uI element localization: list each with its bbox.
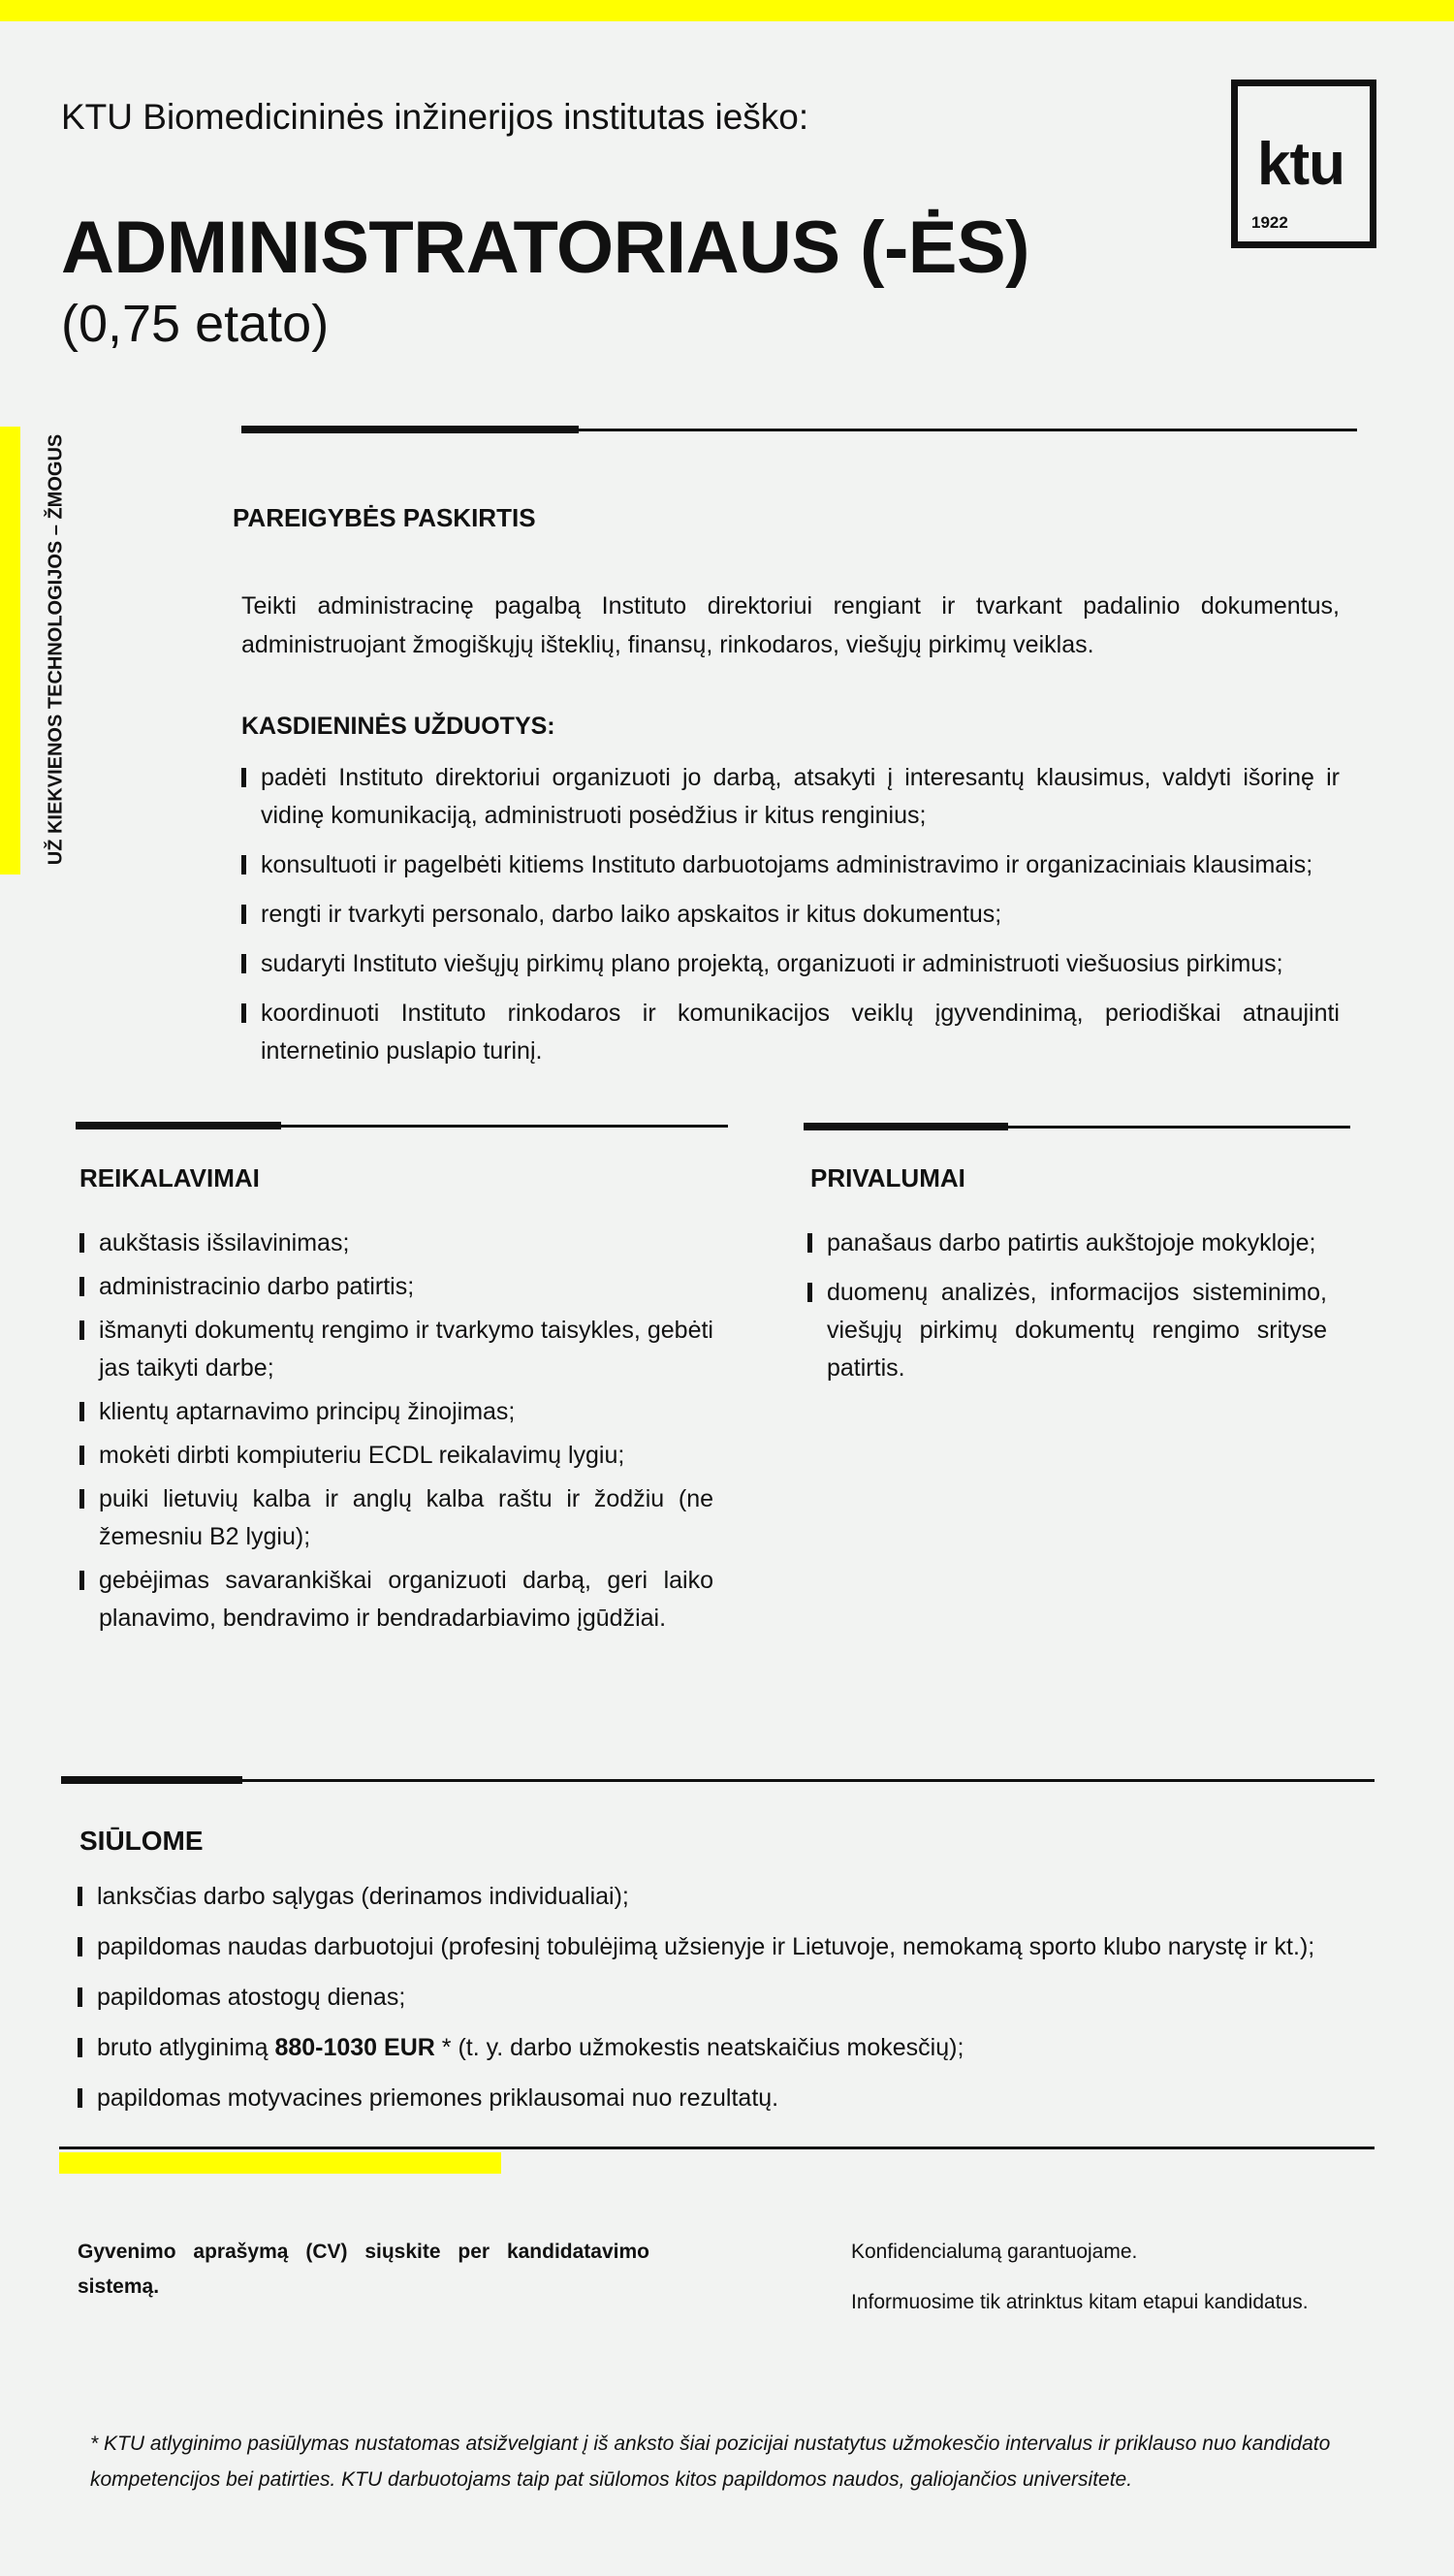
list-item: duomenų analizės, informacijos sisteminimo, viešųjų pirkimų dokumentų rengimo srityse patirtis. (807, 1274, 1327, 1387)
intro-text: KTU Biomedicininės inžinerijos institutas ieško: (61, 97, 809, 137)
divider (76, 1125, 728, 1128)
logo-text: ktu (1257, 131, 1344, 198)
requirements-heading: REIKALAVIMAI (79, 1163, 260, 1193)
salary-prefix: bruto atlyginimą (97, 2034, 275, 2061)
salary-footnote: * KTU atlyginimo pasiūlymas nustatomas atsižvelgiant į iš anksto šiai pozicijai nustatytus užmokesčio intervalus ir priklauso nuo kandidato kompetencijos bei patirties. KTU darbuotojams taip pat siūlomos kitos papildomos naudos, galiojančios universitete. (90, 2433, 1331, 2491)
list-item: panašaus darbo patirtis aukštojoje mokykloje; (807, 1224, 1327, 1262)
salary-amount: 880-1030 EUR (274, 2034, 435, 2061)
list-item: lanksčias darbo sąlygas (derinamos individualiai); (78, 1878, 1367, 1916)
divider (804, 1126, 1350, 1129)
confidentiality-note: Konfidencialumą garantuojame. (851, 2241, 1138, 2263)
page-title: ADMINISTRATORIAUS (-ĖS) (61, 207, 1029, 289)
offer-list (78, 1878, 1367, 2117)
divider (59, 2147, 1375, 2149)
list-item: aukštasis išsilavinimas; (79, 1224, 713, 1262)
ktu-logo (1231, 80, 1376, 248)
list-item: papildomas motyvacines priemones priklausomai nuo rezultatų. (78, 2080, 1367, 2117)
advantages-heading: PRIVALUMAI (810, 1163, 965, 1193)
requirements-list (79, 1224, 713, 1638)
divider (61, 1779, 1375, 1782)
tasks-list (241, 759, 1340, 1070)
list-item: rengti ir tvarkyti personalo, darbo laiko apskaitos ir kitus dokumentus; (241, 896, 1340, 934)
divider (241, 429, 1357, 431)
list-item: sudaryti Instituto viešųjų pirkimų plano projektą, organizuoti ir administruoti viešuosius pirkimus; (241, 945, 1340, 983)
tasks-heading: KASDIENINĖS UŽDUOTYS: (241, 713, 555, 740)
inform-note: Informuosime tik atrinktus kitam etapui kandidatus. (851, 2291, 1309, 2313)
advantages-list (807, 1224, 1327, 1387)
purpose-heading: PAREIGYBĖS PASKIRTIS (233, 503, 536, 532)
list-item: klientų aptarnavimo principų žinojimas; (79, 1393, 713, 1431)
list-item: papildomas naudas darbuotojui (profesinį tobulėjimą užsienyje ir Lietuvoje, nemokamą sporto klubo narystę ir kt.); (78, 1928, 1367, 1966)
fte-text: (0,75 etato) (61, 295, 330, 353)
list-item: padėti Instituto direktoriui organizuoti jo darbą, atsakyti į interesantų klausimus, valdyti išorinę ir vidinę komunikaciją, administruoti posėdžius ir kitus renginius; (241, 759, 1340, 835)
list-item: koordinuoti Instituto rinkodaros ir komunikacijos veiklų įgyvendinimą, periodiškai atnaujinti internetinio puslapio turinį. (241, 995, 1340, 1070)
top-accent-bar (0, 0, 1454, 21)
list-item: gebėjimas savarankiškai organizuoti darbą, geri laiko planavimo, bendravimo ir bendradarbiavimo įgūdžiai. (79, 1562, 713, 1638)
offer-heading: SIŪLOME (79, 1826, 204, 1856)
list-item: išmanyti dokumentų rengimo ir tvarkymo taisykles, gebėti jas taikyti darbe; (79, 1312, 713, 1387)
list-item: papildomas atostogų dienas; (78, 1979, 1367, 2017)
list-item: konsultuoti ir pagelbėti kitiems Instituto darbuotojams administravimo ir organizaciniais klausimais; (241, 846, 1340, 884)
cv-instructions: Gyvenimo aprašymą (CV) siųskite per kandidatavimo sistemą. (78, 2241, 649, 2298)
logo-year: 1922 (1251, 213, 1288, 232)
list-item: mokėti dirbti kompiuteriu ECDL reikalavimų lygiu; (79, 1437, 713, 1475)
bottom-accent-bar (59, 2152, 501, 2174)
side-slogan: UŽ KIEKVIENOS TECHNOLOGIJOS – ŽMOGUS (45, 433, 67, 866)
list-item-salary (78, 2029, 1367, 2067)
salary-suffix: * (t. y. darbo užmokestis neatskaičius mokesčių); (434, 2034, 964, 2061)
list-item: puiki lietuvių kalba ir anglų kalba raštu ir žodžiu (ne žemesniu B2 lygiu); (79, 1480, 713, 1556)
list-item: administracinio darbo patirtis; (79, 1268, 713, 1306)
purpose-text: Teikti administracinę pagalbą Instituto direktoriui rengiant ir tvarkant padalinio dokumentus, administruojant žmogiškųjų išteklių, finansų, rinkodaros, viešųjų pirkimų veiklas. (241, 592, 1340, 658)
side-accent-bar (0, 427, 20, 875)
